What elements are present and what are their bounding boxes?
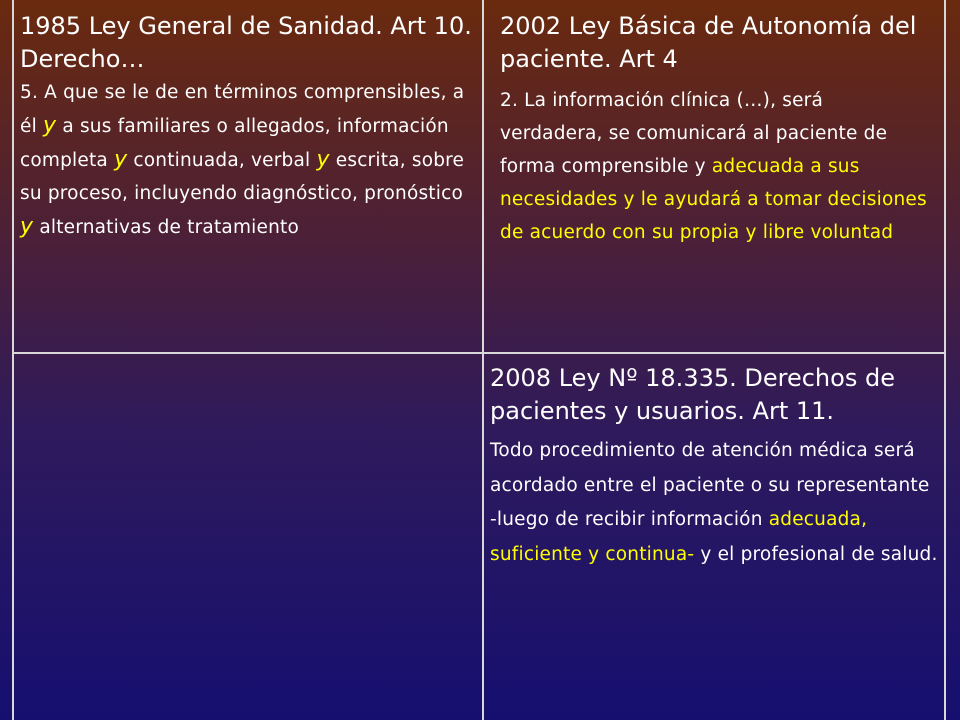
- cell-2008-body: Todo procedimiento de atención médica será acordado entre el paciente o su representante -luego de recibir información adecuada, suficiente y continua- y el profesional de salud.: [490, 440, 938, 565]
- cell-2008-highlight: adecuada, suficiente y continua-: [490, 509, 868, 565]
- cell-2008-ley-derechos-pacientes: [490, 362, 938, 572]
- cell-2002-title: 2002 Ley Básica de Autonomía del paciente. Art 4: [500, 12, 917, 73]
- cell-empty: [14, 354, 482, 720]
- grid-line-right: [944, 0, 946, 720]
- grid-line-middle: [482, 0, 484, 720]
- cell-2002-body: 2. La información clínica (…), será verdadera, se comunicará al paciente de forma comprensible y adecuada a sus necesidades y le ayudará a tomar decisiones de acuerdo con su propia y libre voluntad: [500, 90, 927, 243]
- cell-2002-ley-autonomia-paciente: [500, 10, 930, 249]
- cell-1985-title: 1985 Ley General de Sanidad. Art 10. Derecho…: [20, 12, 472, 73]
- cell-2002-highlight: adecuada a sus necesidades y le ayudará a tomar decisiones de acuerdo con su propia y libre voluntad: [500, 156, 927, 243]
- cell-1985-body: 5. A que se le de en términos comprensibles, a él y a sus familiares o allegados, información completa y continuada, verbal y escrita, sobre su proceso, incluyendo diagnóstico, pronóstico y alternativas de tratamiento: [20, 82, 465, 239]
- cell-1985-ley-general-sanidad: [20, 10, 472, 244]
- cell-2008-title: 2008 Ley Nº 18.335. Derechos de pacientes y usuarios. Art 11.: [490, 364, 895, 425]
